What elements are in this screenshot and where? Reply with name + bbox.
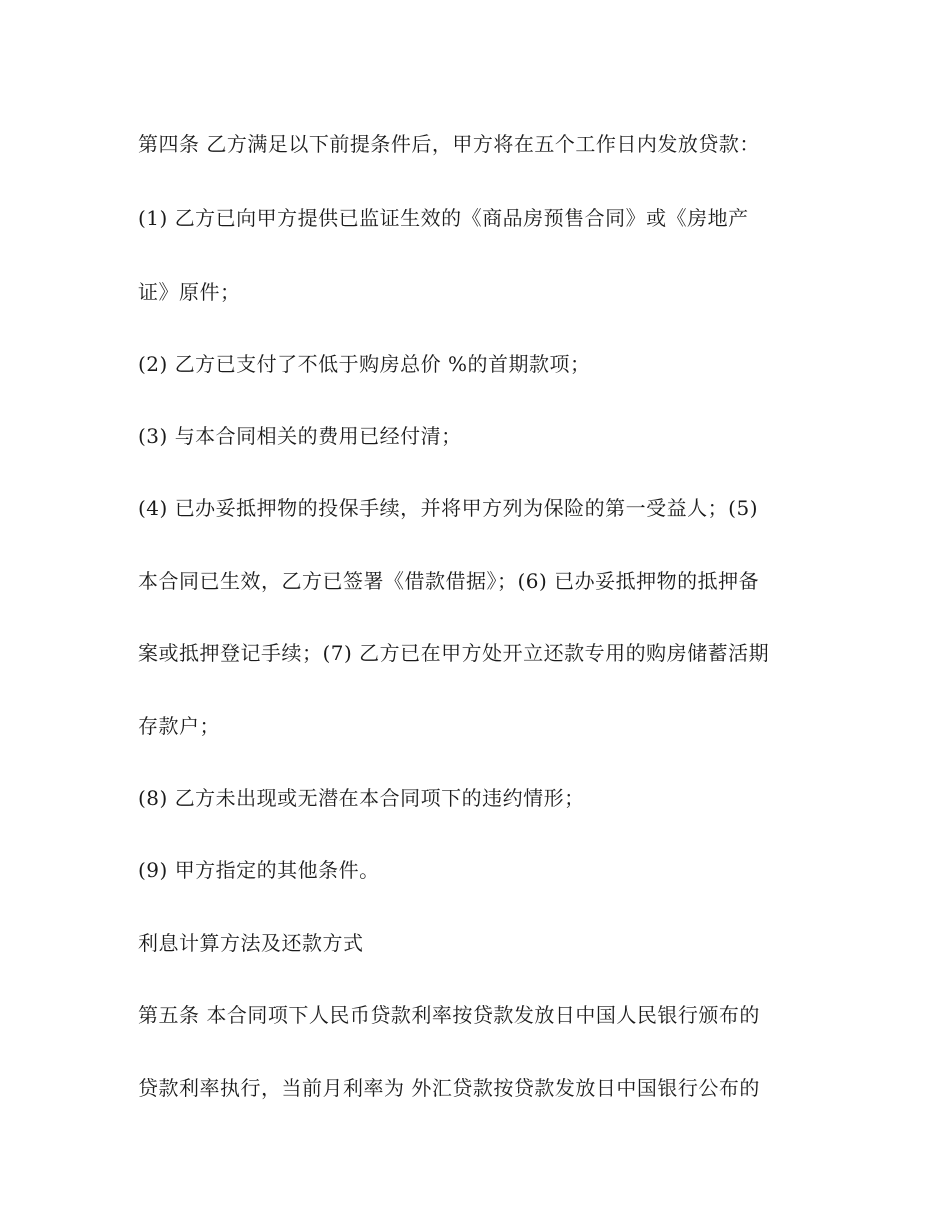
section-heading-interest: 利息计算方法及还款方式 bbox=[138, 931, 364, 955]
condition-8: (8) 乙方未出现或无潜在本合同项下的违约情形； bbox=[138, 786, 585, 810]
condition-6-7-line: 案或抵押登记手续；(7) 乙方已在甲方处开立还款专用的购房储蓄活期 bbox=[138, 641, 770, 665]
condition-5-6-line: 本合同已生效，乙方已签署《借款借据》；(6) 已办妥抵押物的抵押备 bbox=[138, 569, 760, 593]
condition-1-line-1: (1) 乙方已向甲方提供已监证生效的《商品房预售合同》或《房地产 bbox=[138, 206, 749, 230]
clause-5-line-1: 第五条 本合同项下人民币贷款利率按贷款发放日中国人民银行颁布的 bbox=[138, 1003, 760, 1027]
condition-7-line-2: 存款户； bbox=[138, 714, 220, 738]
condition-9: (9) 甲方指定的其他条件。 bbox=[138, 858, 380, 882]
condition-3: (3) 与本合同相关的费用已经付清； bbox=[138, 424, 462, 448]
clause-4-heading: 第四条 乙方满足以下前提条件后，甲方将在五个工作日内发放贷款： bbox=[138, 132, 760, 156]
clause-5-line-2: 贷款利率执行，当前月利率为 外汇贷款按贷款发放日中国银行公布的 bbox=[138, 1076, 760, 1100]
condition-2: (2) 乙方已支付了不低于购房总价 %的首期款项； bbox=[138, 352, 591, 376]
condition-4-line: (4) 已办妥抵押物的投保手续，并将甲方列为保险的第一受益人；(5) bbox=[138, 496, 759, 520]
condition-1-line-2: 证》原件； bbox=[138, 280, 241, 304]
